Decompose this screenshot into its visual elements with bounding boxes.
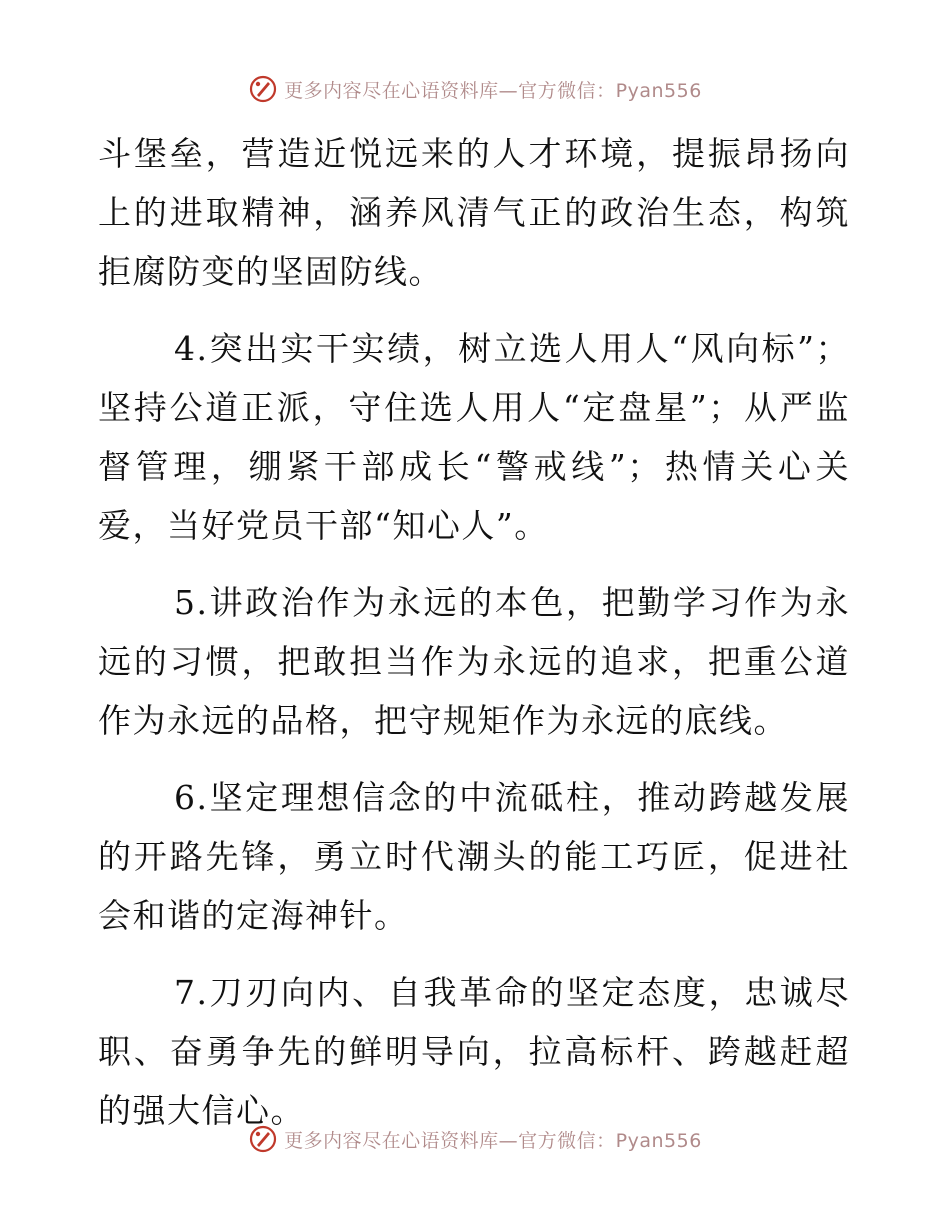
logo-icon — [248, 1124, 278, 1154]
paragraph-item-7: 7.刀刃向内、自我革命的坚定态度，忠诚尽职、奋勇争先的鲜明导向，拉高标杆、跨越赶超的强大信心。 — [98, 973, 850, 1130]
paragraph-item-6: 6.坚定理想信念的中流砥柱，推动跨越发展的开路先锋，勇立时代潮头的能工巧匠，促进社会和谐的定海神针。 — [98, 778, 850, 935]
paragraph-continued: 斗堡垒，营造近悦远来的人才环境，提振昂扬向上的进取精神，涵养风清气正的政治生态，构筑拒腐防变的坚固防线。 — [98, 134, 850, 291]
header-watermark-text: 更多内容尽在心语资料库—官方微信：Pyan556 — [284, 79, 702, 102]
header-watermark — [0, 72, 950, 106]
footer-watermark-text: 更多内容尽在心语资料库—官方微信：Pyan556 — [284, 1129, 702, 1152]
paragraph-item-5: 5.讲政治作为永远的本色，把勤学习作为永远的习惯，把敢担当作为永远的追求，把重公道作为永远的品格，把守规矩作为永远的底线。 — [98, 583, 850, 740]
paragraph-item-4: 4.突出实干实绩，树立选人用人“风向标”；坚持公道正派，守住选人用人“定盘星”；从严监督管理，绷紧干部成长“警戒线”；热情关心关爱，当好党员干部“知心人”。 — [98, 329, 850, 545]
footer-watermark — [0, 1122, 950, 1156]
logo-icon — [248, 74, 278, 104]
document-body — [98, 124, 850, 1140]
